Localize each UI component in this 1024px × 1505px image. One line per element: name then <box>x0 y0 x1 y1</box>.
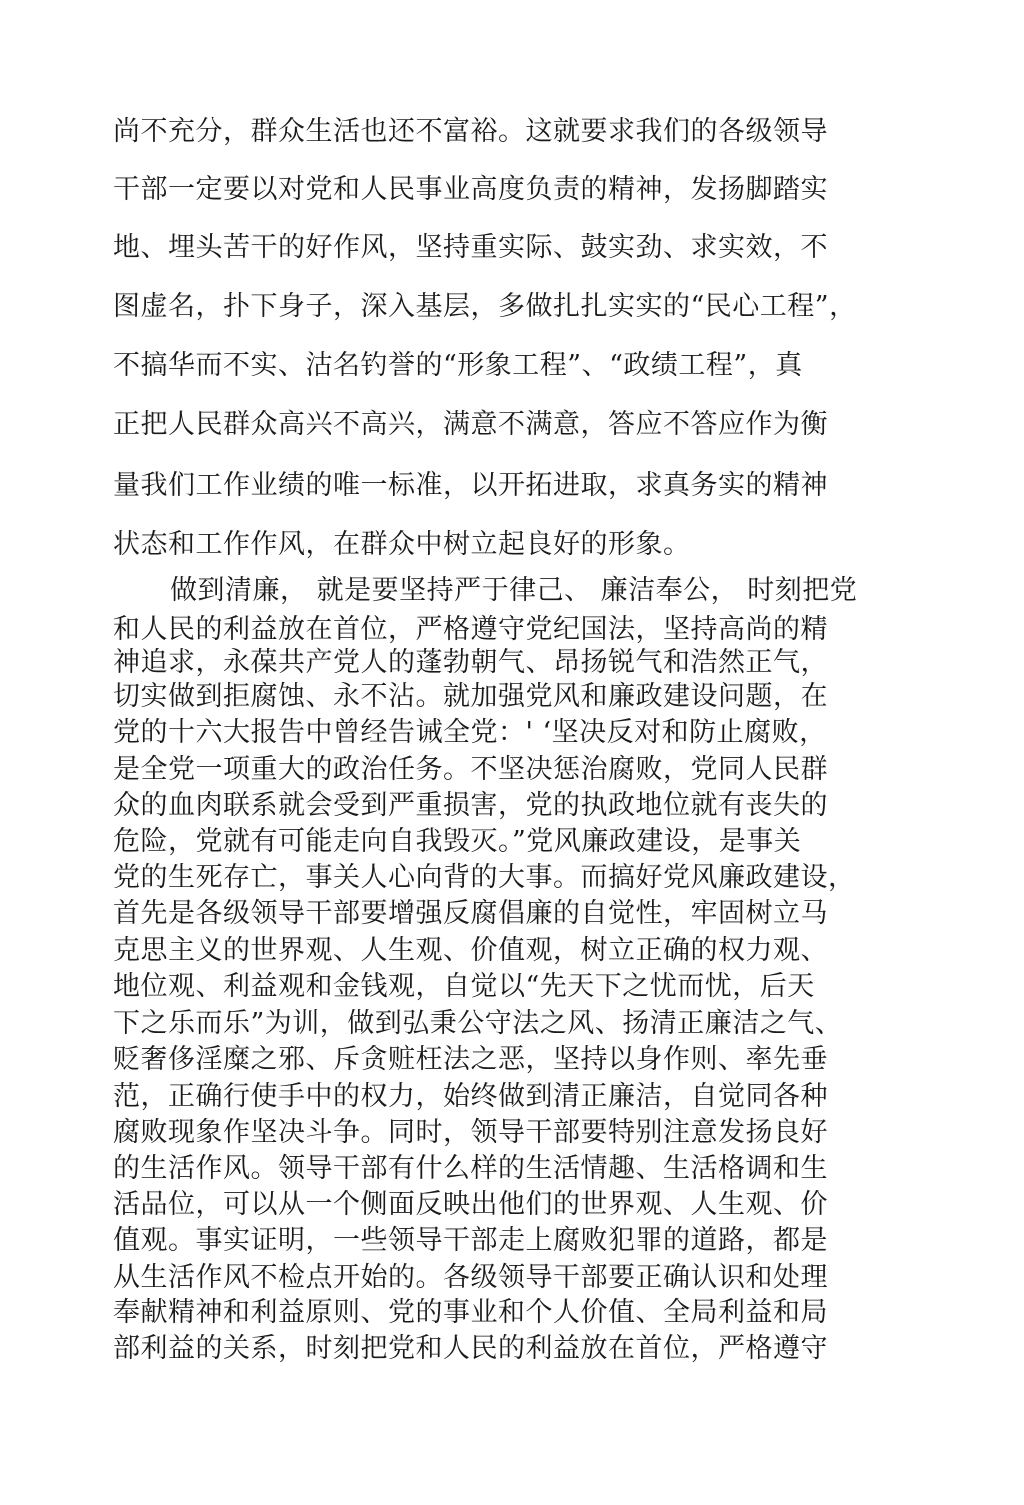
paragraph-line: 范，正确行使手中的权力，始终做到清正廉洁，自觉同各种 <box>113 1081 828 1112</box>
paragraph-line: 是全党一项重大的政治任务。不坚决惩治腐败，党同人民群 <box>113 754 828 785</box>
paragraph-line: 状态和工作作风，在群众中树立起良好的形象。 <box>113 529 691 560</box>
paragraph-line: 党的生死存亡，事关人心向背的大事。而搞好党风廉政建设， <box>113 862 856 893</box>
paragraph-line: 切实做到拒腐蚀、永不沾。就加强党风和廉政建设问题，在 <box>113 681 828 712</box>
paragraph-line: 党的十六大报告中曾经告诫全党：' ‘坚决反对和防止腐败， <box>113 717 827 748</box>
paragraph-line: 部利益的关系，时刻把党和人民的利益放在首位，严格遵守 <box>113 1333 828 1364</box>
paragraph-line: 从生活作风不检点开始的。各级领导干部要正确认识和处理 <box>113 1262 828 1293</box>
paragraph-line: 和人民的利益放在首位，严格遵守党纪国法，坚持高尚的精 <box>113 614 828 645</box>
paragraph-line: 危险，党就有可能走向自我毁灭。”党风廉政建设，是事关 <box>113 826 802 857</box>
paragraph-line: 量我们工作业绩的唯一标准，以开拓进取，求真务实的精神 <box>113 470 828 501</box>
paragraph-line: 地位观、利益观和金钱观，自觉以“先天下之忧而忧，后天 <box>113 971 815 1002</box>
paragraph-line: 做到清廉， 就是要坚持严于律己、 廉洁奉公， 时刻把党 <box>170 575 858 606</box>
paragraph-line: 不搞华而不实、沽名钓誉的“形象工程”、“政绩工程”，真 <box>113 350 803 381</box>
paragraph-line: 众的血肉联系就会受到严重损害，党的执政地位就有丧失的 <box>113 790 828 821</box>
paragraph-line: 地、埋头苦干的好作风，坚持重实际、鼓实劲、求实效，不 <box>113 232 828 263</box>
paragraph-line: 的生活作风。领导干部有什么样的生活情趣、生活格调和生 <box>113 1153 828 1184</box>
paragraph-line: 图虚名，扑下身子，深入基层，多做扎扎实实的“民心工程”， <box>113 291 857 322</box>
paragraph-line: 腐败现象作坚决斗争。同时，领导干部要特别注意发扬良好 <box>113 1117 828 1148</box>
paragraph-line: 克思主义的世界观、人生观、价值观，树立正确的权力观、 <box>113 935 828 966</box>
paragraph-line: 贬奢侈淫糜之邪、斥贪赃枉法之恶，坚持以身作则、率先垂 <box>113 1044 828 1075</box>
paragraph-line: 干部一定要以对党和人民事业高度负责的精神，发扬脚踏实 <box>113 174 828 205</box>
paragraph-line: 值观。事实证明，一些领导干部走上腐败犯罪的道路，都是 <box>113 1225 828 1256</box>
paragraph-line: 活品位，可以从一个侧面反映出他们的世界观、人生观、价 <box>113 1189 828 1220</box>
paragraph-line: 奉献精神和利益原则、党的事业和个人价值、全局利益和局 <box>113 1297 828 1328</box>
paragraph-line: 首先是各级领导干部要增强反腐倡廉的自觉性，牢固树立马 <box>113 898 828 929</box>
paragraph-line: 下之乐而乐”为训，做到弘秉公守法之风、扬清正廉洁之气、 <box>113 1008 843 1039</box>
paragraph-line: 尚不充分，群众生活也还不富裕。这就要求我们的各级领导 <box>113 116 828 147</box>
paragraph-line: 正把人民群众高兴不高兴，满意不满意，答应不答应作为衡 <box>113 409 828 440</box>
paragraph-line: 神追求，永葆共产党人的蓬勃朝气、昂扬锐气和浩然正气， <box>113 647 828 678</box>
